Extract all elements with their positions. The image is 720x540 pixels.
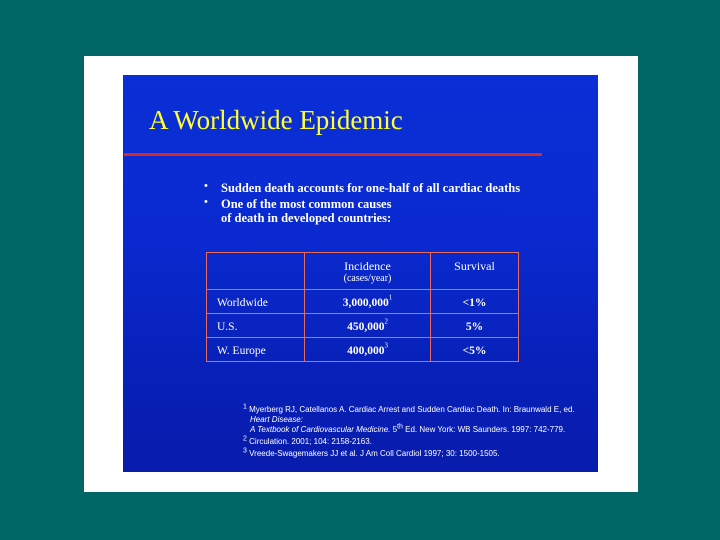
- reference-edition-suffix: th: [397, 423, 403, 431]
- incidence-value: 400,000: [347, 344, 385, 357]
- reference-book-detail: [243, 425, 593, 435]
- header-cell-survival: [431, 253, 519, 290]
- bullet-dot-icon: •: [204, 196, 208, 208]
- header-cell-incidence: [305, 253, 431, 290]
- table-row: [207, 290, 519, 314]
- header-cell-empty: [207, 253, 305, 290]
- incidence-value: 3,000,000: [342, 296, 389, 309]
- region-label: W. Europe: [217, 344, 266, 357]
- reference-book-title: Heart Disease:: [250, 415, 303, 424]
- epidemic-table: [206, 252, 519, 362]
- survival-value: 5%: [465, 320, 484, 333]
- incidence-header: Incidence: [344, 259, 391, 273]
- bullet-text-line1: One of the most common causes: [221, 197, 392, 211]
- reference-marker: 2: [384, 317, 388, 326]
- region-label: U.S.: [217, 320, 238, 333]
- reference-item: [243, 449, 593, 459]
- reference-text: Circulation. 2001; 104: 2158-2163.: [249, 437, 372, 446]
- reference-book-subtitle: A Textbook of Cardiovascular Medicine.: [250, 425, 391, 434]
- bullet-item: [204, 181, 520, 195]
- survival-value: <1%: [462, 296, 487, 309]
- table-row: [207, 314, 519, 338]
- incidence-unit: (cases/year): [343, 273, 392, 284]
- reference-number: 3: [243, 447, 247, 455]
- reference-edition: 5: [390, 425, 398, 434]
- region-label: Worldwide: [217, 296, 268, 309]
- survival-header: Survival: [454, 259, 495, 273]
- survival-value: <5%: [462, 344, 487, 357]
- reference-text: Vreede-Swagemakers JJ et al. J Am Coll Cardiol 1997; 30: 1500-1505.: [249, 449, 500, 458]
- title-underline: [124, 153, 542, 156]
- slide-title: A Worldwide Epidemic: [149, 105, 403, 135]
- bullet-text: Sudden death accounts for one-half of all cardiac deaths: [221, 181, 521, 195]
- bullet-dot-icon: •: [204, 180, 208, 192]
- reference-marker: 1: [388, 293, 393, 302]
- bullet-item: [204, 197, 520, 225]
- reference-number: 1: [243, 403, 247, 411]
- table-row: [207, 338, 519, 362]
- reference-item: [243, 405, 593, 435]
- reference-text: Myerberg RJ, Catellanos A. Cardiac Arrest and Sudden Cardiac Death. In: Braunwald E, ed.: [249, 405, 575, 414]
- incidence-value: 450,000: [347, 320, 385, 333]
- references: [243, 405, 593, 461]
- reference-number: 2: [243, 435, 247, 443]
- table-header-row: [207, 253, 519, 290]
- reference-marker: 3: [384, 341, 388, 350]
- reference-item: [243, 437, 593, 447]
- slide: [123, 75, 598, 472]
- reference-publisher: Ed. New York: WB Saunders. 1997: 742-779.: [402, 425, 566, 434]
- bullet-text-line2: of death in developed countries:: [221, 211, 392, 225]
- bullet-list: [204, 181, 520, 227]
